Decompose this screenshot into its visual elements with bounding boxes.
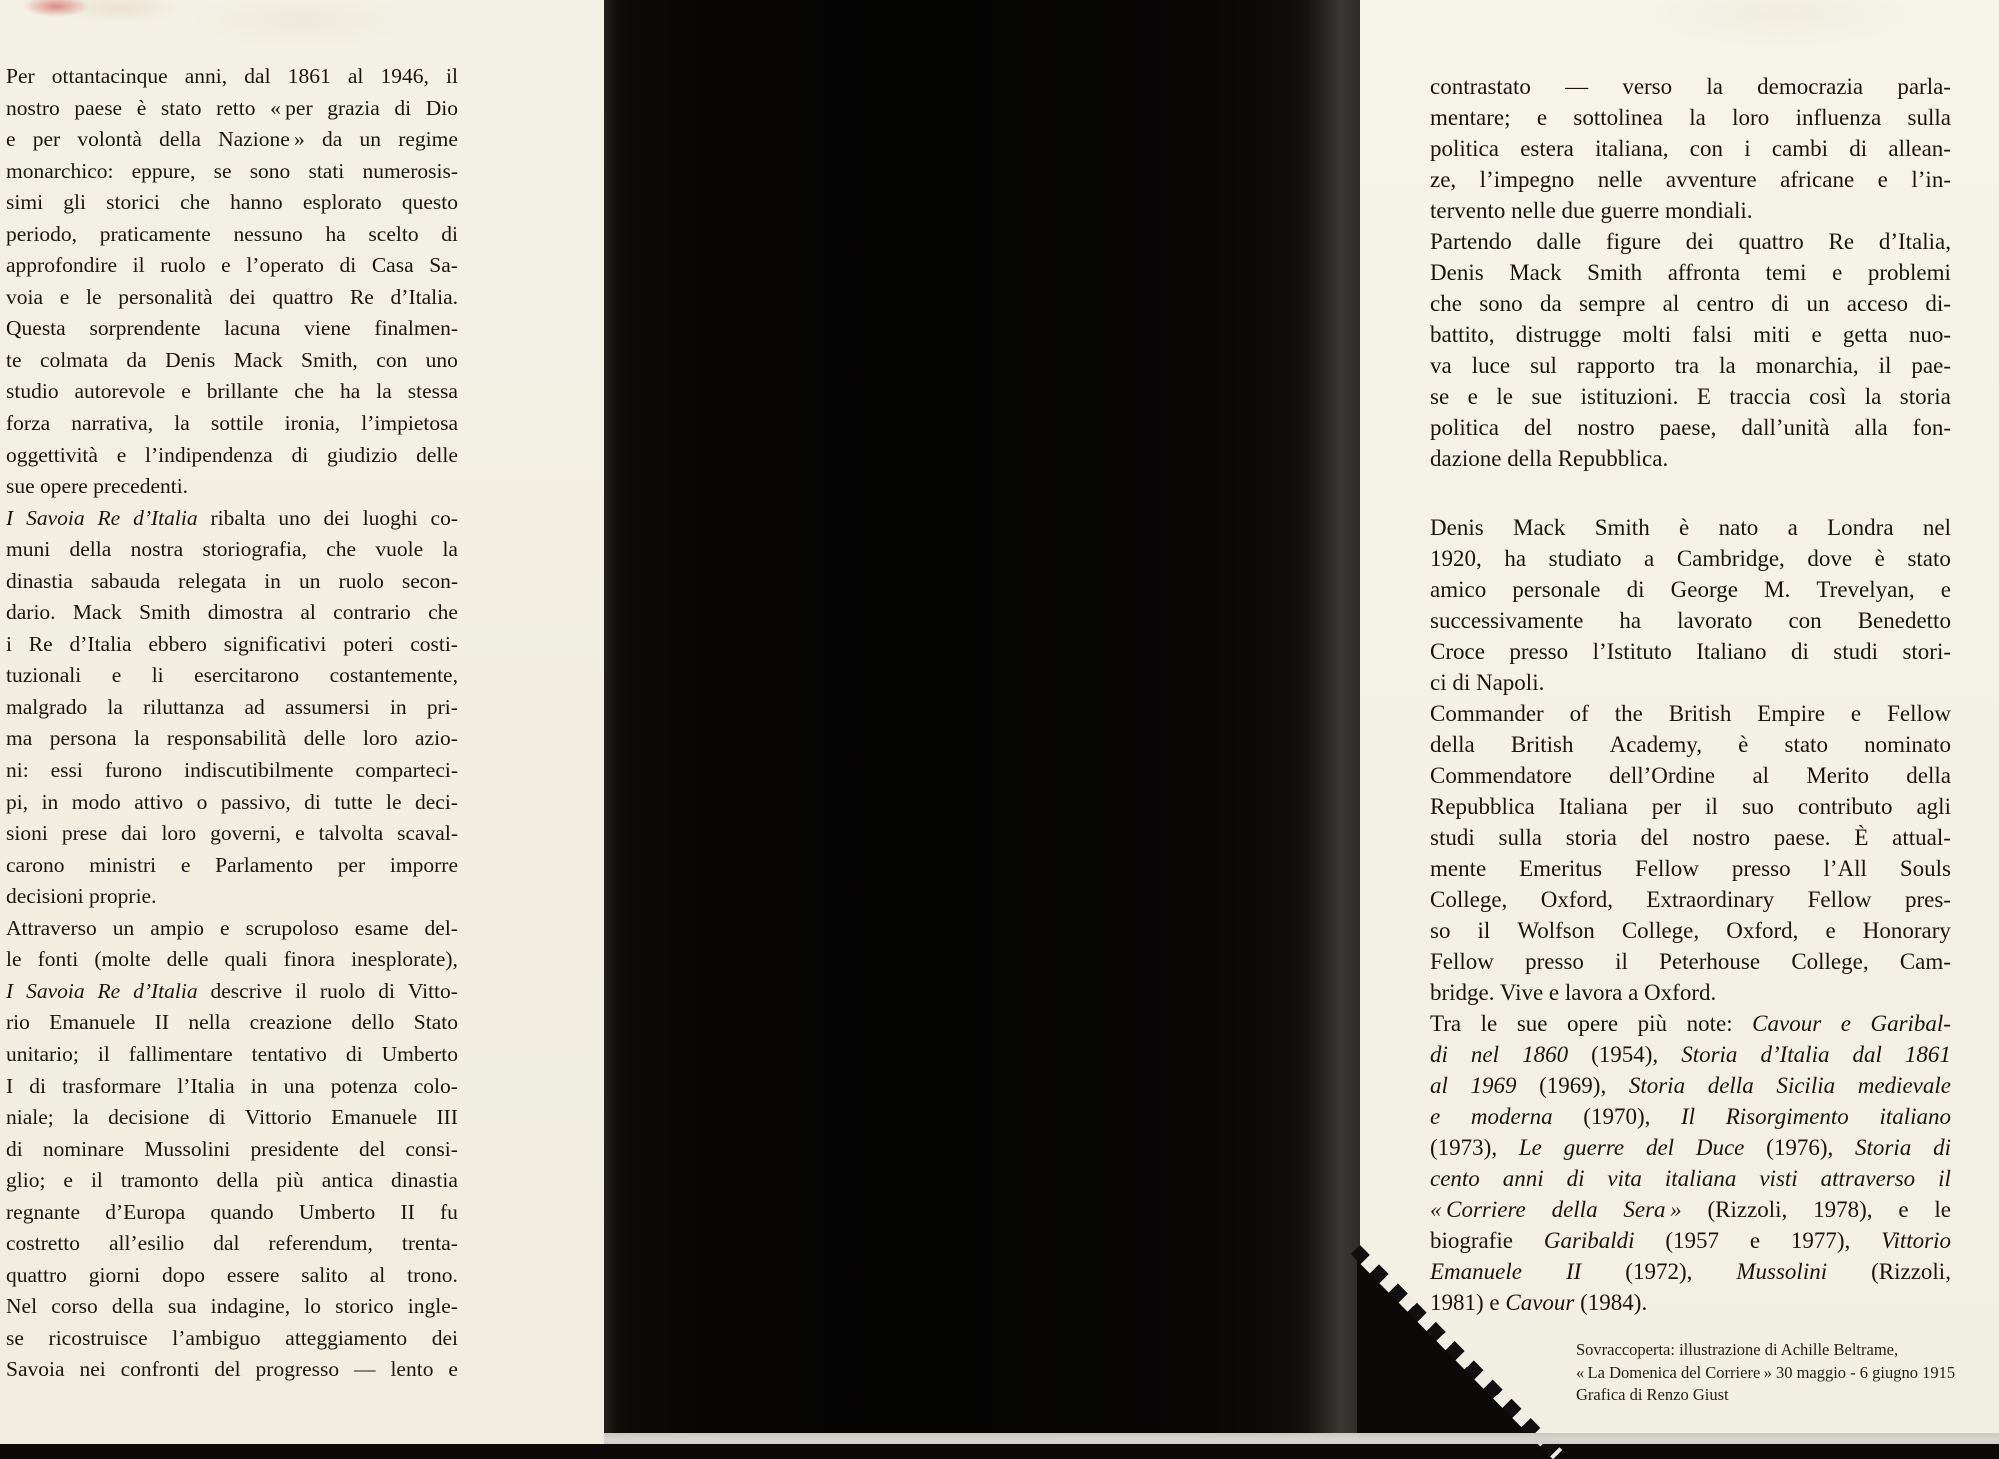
text-line: se ricostruisce l’ambiguo atteggiamento dei <box>6 1325 458 1350</box>
text-line: monarchico: eppure, se sono stati numerosis- <box>6 158 458 183</box>
text-line: Per ottantacinque anni, dal 1861 al 1946, il <box>6 64 458 88</box>
text-line: Nel corso della sua indagine, lo storico ingle- <box>6 1294 458 1319</box>
right-flap <box>1360 0 1999 1444</box>
text-line: mente Emeritus Fellow presso l’All Souls <box>1430 856 1951 881</box>
text-line: Savoia nei confronti del progresso — lento e <box>6 1357 458 1382</box>
cover-spine <box>604 0 1360 1444</box>
text-line: malgrado la riluttanza ad assumersi in pri- <box>6 694 458 719</box>
text-line: battito, distrugge molti falsi miti e getta nuo- <box>1430 322 1951 347</box>
text-line: amico personale di George M. Trevelyan, e <box>1430 577 1951 602</box>
text-line: 1920, ha studiato a Cambridge, dove è stato <box>1430 546 1951 571</box>
text-line: ma persona la responsabilità delle loro azio- <box>6 726 458 751</box>
text-line: approfondire il ruolo e l’operato di Casa Sa- <box>6 253 458 278</box>
text-line: « La Domenica del Corriere » 30 maggio - 6 giugno 1915 <box>1576 1362 1956 1382</box>
text-line: forza narrativa, la sottile ironia, l’impietosa <box>6 411 458 436</box>
credit-block <box>1576 1340 1996 1408</box>
text-line: della British Academy, è stato nominato <box>1430 732 1951 757</box>
text-line: al 1969 (1969), Storia della Sicilia medievale <box>1430 1073 1951 1098</box>
text-line: successivamente ha lavorato con Benedetto <box>1430 608 1951 633</box>
text-line: i Re d’Italia ebbero significativi poteri costi- <box>6 631 458 656</box>
text-line: Grafica di Renzo Giust <box>1576 1385 1729 1404</box>
text-line: niale; la decisione di Vittorio Emanuele III <box>6 1105 458 1130</box>
text-line: pi, in modo attivo o passivo, di tutte le deci- <box>6 789 458 814</box>
text-line: Denis Mack Smith è nato a Londra nel <box>1430 515 1951 540</box>
text-line: quattro giorni dopo essere salito al trono. <box>6 1262 458 1287</box>
bottom-edge-strip <box>604 1433 1999 1444</box>
left-flap <box>0 0 604 1444</box>
text-line: biografie Garibaldi (1957 e 1977), Vittorio <box>1430 1228 1951 1253</box>
text-line: Partendo dalle figure dei quattro Re d’Italia, <box>1430 229 1951 254</box>
text-line: nostro paese è stato retto « per grazia di Dio <box>6 95 458 120</box>
text-line: 1981) e Cavour (1984). <box>1430 1290 1648 1315</box>
text-line: studio autorevole e brillante che ha la stessa <box>6 379 458 404</box>
text-line: Tra le sue opere più note: Cavour e Garibal- <box>1430 1011 1951 1036</box>
text-line: muni della nostra storiografia, che vuole la <box>6 537 458 562</box>
text-line: ci di Napoli. <box>1430 670 1545 695</box>
text-line: unitario; il fallimentare tentativo di Umberto <box>6 1041 458 1066</box>
right-flap-text <box>1430 74 1951 1321</box>
text-line: I Savoia Re d’Italia ribalta uno dei luoghi co- <box>6 505 458 530</box>
text-line: Repubblica Italiana per il suo contributo agli <box>1430 794 1951 819</box>
text-line: Commendatore dell’Ordine al Merito della <box>1430 763 1951 788</box>
text-line: tuzionali e li esercitarono costantemente, <box>6 663 458 688</box>
text-line: che sono da sempre al centro di un acceso di- <box>1430 291 1951 316</box>
text-line: dazione della Repubblica. <box>1430 446 1669 471</box>
text-line: Attraverso un ampio e scrupoloso esame del- <box>6 915 458 940</box>
text-line: le fonti (molte delle quali finora inesplorate), <box>6 947 458 972</box>
text-line: so il Wolfson College, Oxford, e Honorary <box>1430 918 1951 943</box>
text-line: I Savoia Re d’Italia descrive il ruolo di Vitto- <box>6 978 458 1003</box>
text-line: (1973), Le guerre del Duce (1976), Storia di <box>1430 1135 1951 1160</box>
text-line: I di trasformare l’Italia in una potenza colo- <box>6 1073 458 1098</box>
text-line: Commander of the British Empire e Fellow <box>1430 701 1951 726</box>
text-line: tervento nelle due guerre mondiali. <box>1430 198 1753 223</box>
text-line: ni: essi furono indiscutibilmente comparteci- <box>6 758 458 783</box>
text-line: dinastia sabauda relegata in un ruolo secon- <box>6 568 458 593</box>
text-line: ze, l’impegno nelle avventure africane e l’in- <box>1430 167 1951 192</box>
text-line: Emanuele II (1972), Mussolini (Rizzoli, <box>1430 1259 1951 1284</box>
text-line: Croce presso l’Istituto Italiano di studi stori- <box>1430 639 1951 664</box>
text-line: regnante d’Europa quando Umberto II fu <box>6 1199 458 1224</box>
text-line: bridge. Vive e lavora a Oxford. <box>1430 980 1717 1005</box>
text-line: Questa sorprendente lacuna viene finalmen- <box>6 316 458 341</box>
text-line: politica estera italiana, con i cambi di allean- <box>1430 136 1951 161</box>
text-line: sioni prese dai loro governi, e talvolta scaval- <box>6 821 458 846</box>
text-line: oggettività e l’indipendenza di giudizio delle <box>6 442 458 467</box>
left-flap-text <box>6 64 458 1389</box>
text-line: periodo, praticamente nessuno ha scelto di <box>6 221 458 246</box>
text-line: simi gli storici che hanno esplorato questo <box>6 190 458 215</box>
red-stain <box>14 0 98 22</box>
text-line: mentare; e sottolinea la loro influenza sulla <box>1430 105 1951 130</box>
text-line: costretto all’esilio dal referendum, trenta- <box>6 1231 458 1256</box>
text-line: di nominare Mussolini presidente del consi- <box>6 1136 458 1161</box>
text-line: contrastato — verso la democrazia parla- <box>1430 74 1951 99</box>
text-line: Sovraccoperta: illustrazione di Achille Beltrame, <box>1576 1340 1899 1359</box>
text-line: carono ministri e Parlamento per imporre <box>6 852 458 877</box>
text-line: e moderna (1970), Il Risorgimento italiano <box>1430 1104 1951 1129</box>
text-line: di nel 1860 (1954), Storia d’Italia dal 1861 <box>1430 1042 1951 1067</box>
text-line: glio; e il tramonto della più antica dinastia <box>6 1168 458 1193</box>
text-line: decisioni proprie. <box>6 884 157 909</box>
text-line: te colmata da Denis Mack Smith, con uno <box>6 347 458 372</box>
text-line: sue opere precedenti. <box>6 474 189 499</box>
text-line: se e le sue istituzioni. E traccia così la storia <box>1430 384 1951 409</box>
text-line: e per volontà della Nazione » da un regime <box>6 127 458 152</box>
text-line: cento anni di vita italiana visti attraverso il <box>1430 1166 1951 1191</box>
text-line: politica del nostro paese, dall’unità alla fon- <box>1430 415 1951 440</box>
text-line: rio Emanuele II nella creazione dello Stato <box>6 1010 458 1035</box>
text-line: College, Oxford, Extraordinary Fellow pres- <box>1430 887 1951 912</box>
text-line: voia e le personalità dei quattro Re d’Italia. <box>6 284 458 309</box>
text-line: « Corriere della Sera » (Rizzoli, 1978), e le <box>1430 1197 1951 1222</box>
text-line: Fellow presso il Peterhouse College, Cam- <box>1430 949 1951 974</box>
text-line: studi sulla storia del nostro paese. È attual- <box>1430 825 1951 850</box>
text-line: Denis Mack Smith affronta temi e problemi <box>1430 260 1951 285</box>
text-line: dario. Mack Smith dimostra al contrario che <box>6 600 458 625</box>
text-line: va luce sul rapporto tra la monarchia, il pae- <box>1430 353 1951 378</box>
